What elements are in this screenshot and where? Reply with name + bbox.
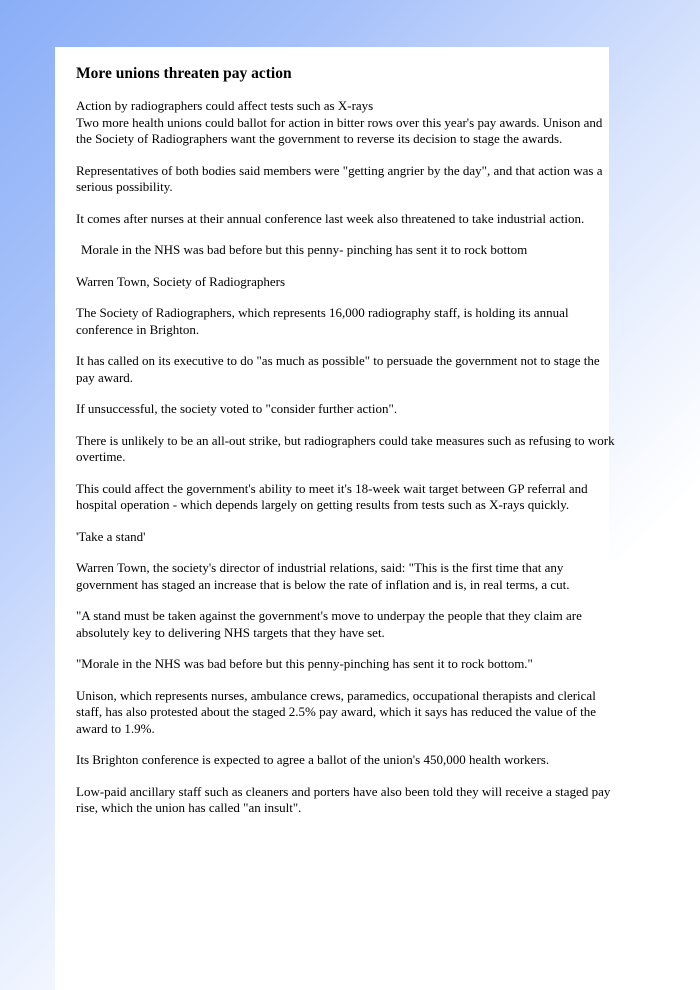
- paragraph: "Morale in the NHS was bad before but this penny-pinching has sent it to rock bottom.": [76, 656, 533, 671]
- paragraph: The Society of Radiographers, which represents 16,000 radiography staff, is holding its annual conference in Brighton.: [76, 305, 572, 337]
- article-headline: More unions threaten pay action: [76, 65, 292, 82]
- paragraph: Warren Town, the society's director of industrial relations, said: "This is the first time that any government has staged an increase that is below the rate of inflation and is, in real terms, a cut.: [76, 560, 570, 592]
- subheading: 'Take a stand': [76, 528, 146, 544]
- paragraph: There is unlikely to be an all-out strike, but radiographers could take measures such as refusing to work overtime.: [76, 432, 618, 464]
- paragraph: It has called on its executive to do "as much as possible" to persuade the government not to stage the pay award.: [76, 353, 603, 385]
- paragraph: If unsuccessful, the society voted to "consider further action".: [76, 401, 398, 416]
- paragraph: Two more health unions could ballot for action in bitter rows over this year's pay awards. Unison and the Society of Radiographers want the government to reverse its decision to stage the awards.: [76, 114, 606, 146]
- paragraph: Representatives of both bodies said members were "getting angrier by the day", and that action was a serious possibility.: [76, 162, 606, 194]
- paragraph: It comes after nurses at their annual conference last week also threatened to take industrial action.: [76, 210, 585, 226]
- paragraph: Low-paid ancillary staff such as cleaners and porters have also been told they will receive a staged pay rise, which the union has called "an insult".: [76, 783, 614, 815]
- paragraph: This could affect the government's ability to meet it's 18-week wait target between GP referral and hospital operation - which depends largely on getting results from tests such as X-rays quickly.: [76, 480, 591, 512]
- article-body: [76, 98, 616, 817]
- paragraph: Unison, which represents nurses, ambulance crews, paramedics, occupational therapists and clerical staff, has also protested about the staged 2.5% pay award, which it says has reduced the value of the award to 1.9%.: [76, 687, 600, 736]
- pull-quote: Morale in the NHS was bad before but this penny- pinching has sent it to rock bottom: [81, 242, 528, 257]
- article-lead: [76, 98, 616, 148]
- paragraph: "A stand must be taken against the government's move to underpay the people that they claim are absolutely key to delivering NHS targets that they have set.: [76, 608, 586, 640]
- document-page: [55, 47, 618, 990]
- pull-quote-attribution: Warren Town, Society of Radiographers: [76, 273, 285, 289]
- photo-caption: Action by radiographers could affect tests such as X-rays: [76, 98, 374, 113]
- paragraph: Its Brighton conference is expected to agree a ballot of the union's 450,000 health workers.: [76, 752, 550, 767]
